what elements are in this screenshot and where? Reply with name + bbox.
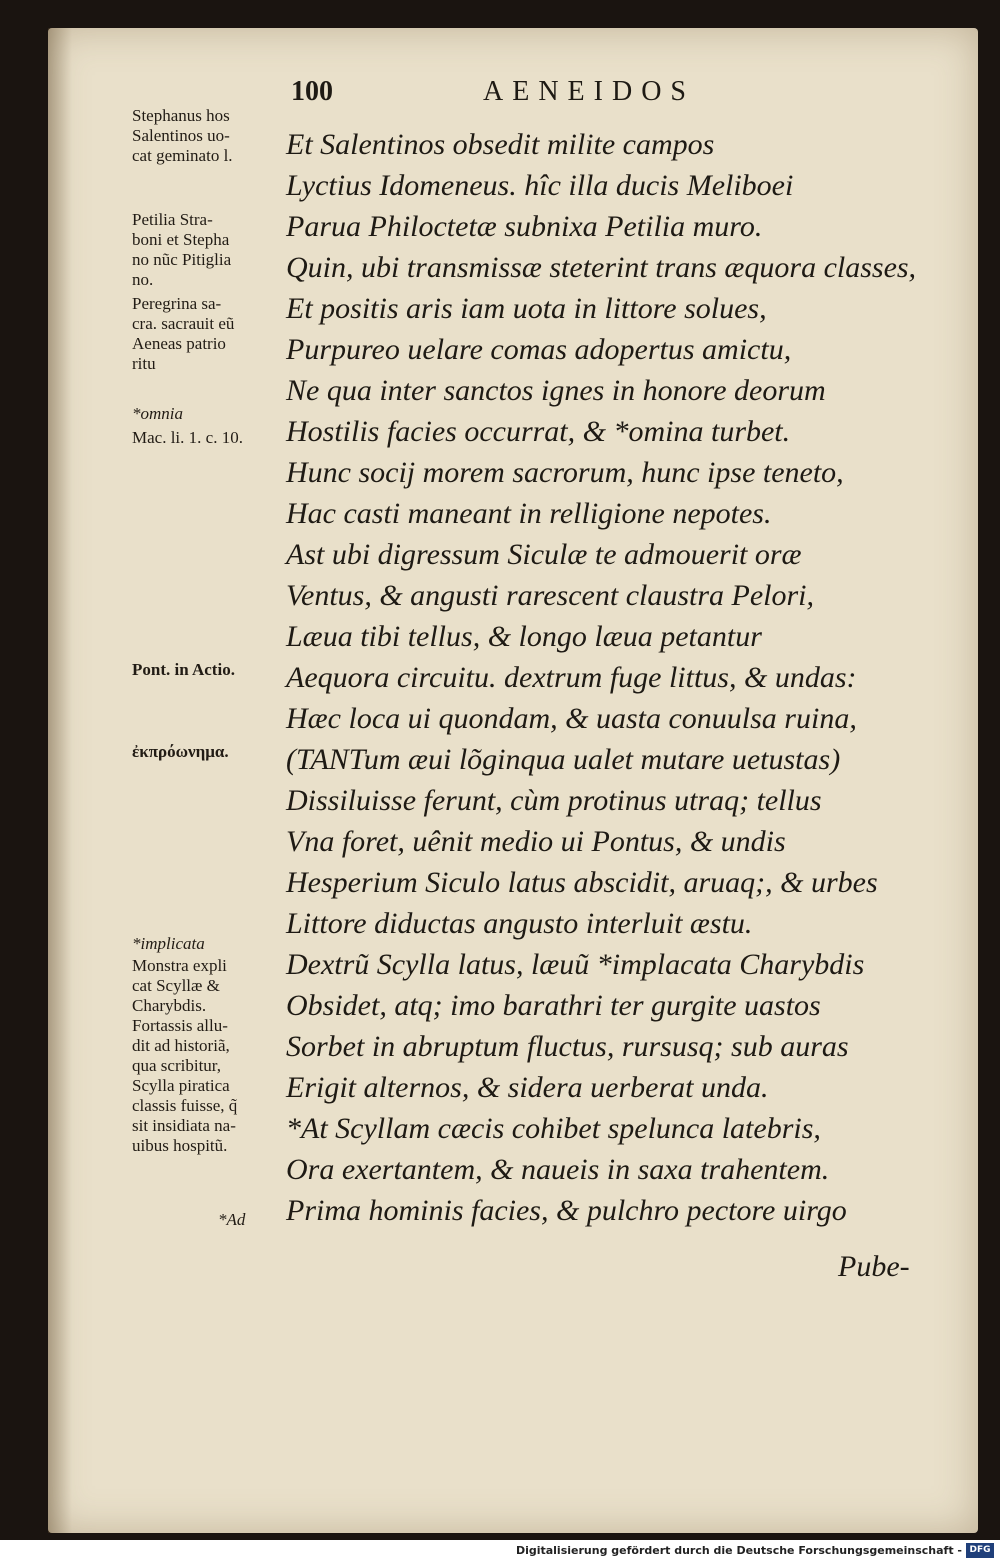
funding-credit: Digitalisierung gefördert durch die Deutsche Forschungsgemeinschaft - <box>515 1544 962 1557</box>
verse-line: Et Salentinos obsedit milite campos <box>286 128 715 161</box>
verse-line: Et positis aris iam uota in littore solues, <box>286 292 767 325</box>
verse-line: Ora exertantem, & naueis in saxa trahentem. <box>286 1153 830 1186</box>
verse-block <box>286 124 976 1231</box>
running-head: AENEIDOS <box>483 76 695 107</box>
verse-line: Lyctius Idomeneus. hîc illa ducis Meliboei <box>286 169 794 202</box>
verse-line: Aequora circuitu. dextrum fuge littus, & undas: <box>286 661 857 694</box>
verse-line: Sorbet in abruptum fluctus, rursusq; sub auras <box>286 1030 849 1063</box>
verse-line: Læua tibi tellus, & longo læua petantur <box>286 620 762 653</box>
page-number: 100 <box>291 76 333 107</box>
marginal-note: Peregrina sa- cra. sacrauit eũ Aeneas patrio ritu <box>132 294 235 373</box>
verse-line: Vna foret, uênit medio ui Pontus, & undis <box>286 825 786 858</box>
verse-line: Ne qua inter sanctos ignes in honore deorum <box>286 374 826 407</box>
page-gutter-shadow <box>48 28 72 1533</box>
marginal-note: Monstra expli cat Scyllæ & Charybdis. Fortassis allu- dit ad historiã, qua scribitur, Scylla piratica classis fuisse, q̃ sit insidiata na- uibus hospitũ. <box>132 956 238 1155</box>
marginal-note: *omnia <box>132 404 183 423</box>
footer-bar <box>0 1540 1000 1563</box>
verse-line: Hostilis facies occurrat, & *omina turbet. <box>286 415 791 448</box>
verse-line: Quin, ubi transmissæ steterint trans æquora classes, <box>286 251 917 284</box>
verse-line: Parua Philoctetæ subnixa Petilia muro. <box>286 210 763 243</box>
marginal-note: *implicata <box>132 934 205 953</box>
verse-line: Hunc socij morem sacrorum, hunc ipse teneto, <box>286 456 844 489</box>
verse-line: *At Scyllam cæcis cohibet spelunca latebris, <box>286 1112 821 1145</box>
verse-line: Ast ubi digressum Siculæ te admouerit oræ <box>286 538 802 571</box>
marginal-note: Petilia Stra- boni et Stepha no nũc Pitiglia no. <box>132 210 232 289</box>
verse-line: Dissiluisse ferunt, cùm protinus utraq; tellus <box>286 784 822 817</box>
verse-line: Purpureo uelare comas adopertus amictu, <box>286 333 792 366</box>
verse-line: Obsidet, atq; imo barathri ter gurgite uastos <box>286 989 821 1022</box>
verse-line: Dextrũ Scylla latus, læuũ *implacata Charybdis <box>286 948 865 981</box>
marginal-note: Stephanus hos Salentinos uo- cat geminato l. <box>132 106 233 165</box>
marginal-note: *Ad <box>218 1210 246 1229</box>
verse-line: Hæc loca ui quondam, & uasta conuulsa ruina, <box>286 702 857 735</box>
marginal-note: ἐκπρόωνημα. <box>132 742 229 761</box>
verse-line: Hac casti maneant in relligione nepotes. <box>286 497 772 530</box>
dfg-logo: DFG <box>966 1543 994 1558</box>
book-page <box>48 28 978 1533</box>
verse-line: Hesperium Siculo latus abscidit, aruaq;, & urbes <box>286 866 878 899</box>
marginal-note: Pont. in Actio. <box>132 660 235 679</box>
verse-line: Ventus, & angusti rarescent claustra Pelori, <box>286 579 815 612</box>
marginal-note: Mac. li. 1. c. 10. <box>132 428 243 447</box>
catchword: Pube- <box>838 1250 910 1283</box>
verse-line: (TANTum æui lõginqua ualet mutare uetustas) <box>286 743 841 776</box>
verse-line: Littore diductas angusto interluit æstu. <box>286 907 753 940</box>
verse-line: Erigit alternos, & sidera uerberat unda. <box>286 1071 769 1104</box>
verse-line: Prima hominis facies, & pulchro pectore uirgo <box>286 1194 847 1227</box>
